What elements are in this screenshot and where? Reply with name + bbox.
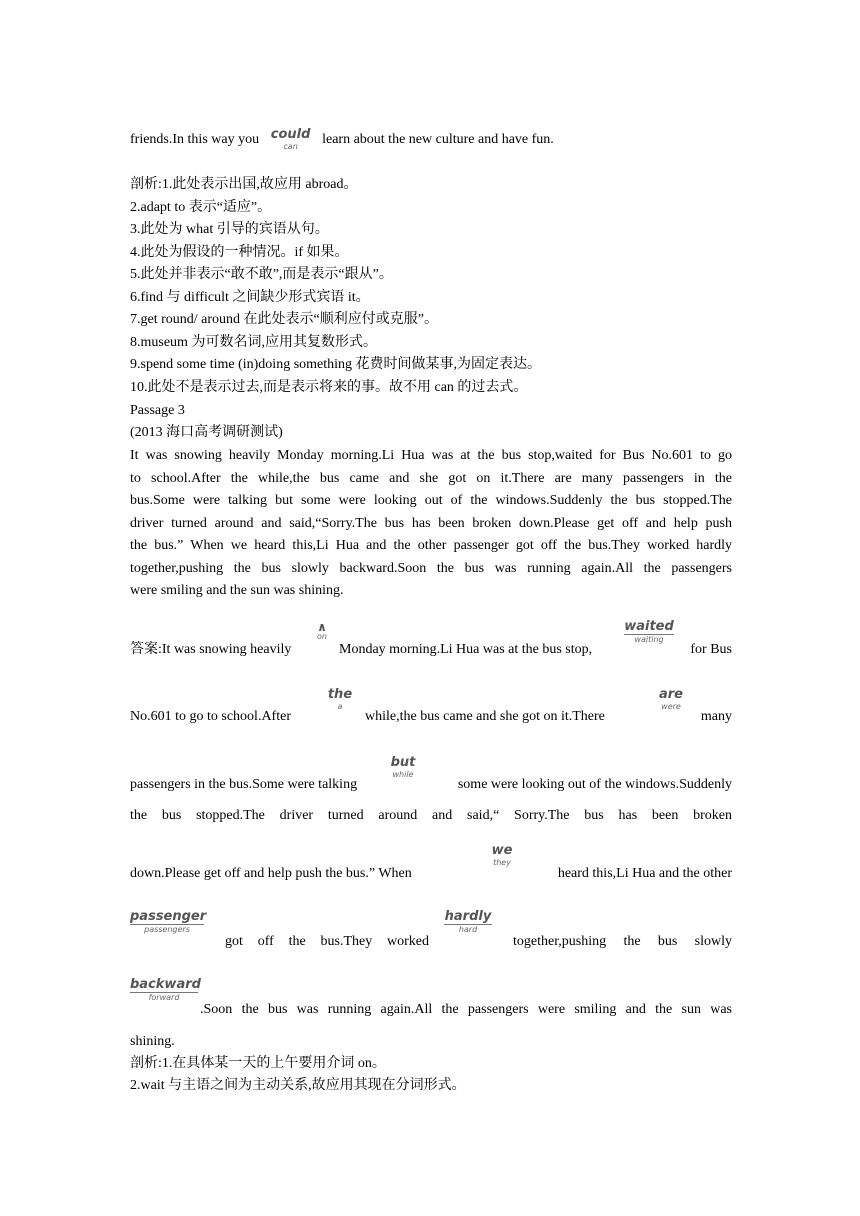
text: learn about the new culture and have fun.: [322, 132, 554, 147]
answer-line: down.Please get off and help push the bus.” When we they heard this,Li Hua and the other: [130, 843, 732, 881]
correction-mark: backward forward: [130, 977, 201, 1002]
correction-mark: passenger passengers: [130, 909, 207, 934]
analysis-line: 4.此处为假设的一种情况。if 如果。: [130, 245, 349, 260]
passage-source: (2013 海口高考调研测试): [130, 425, 283, 440]
correction-mark: the a: [327, 687, 353, 711]
correction-mark: could can: [270, 127, 311, 151]
answer-line: passenger passengers got off the bus.They worked hardly hard together,pushing the bus slowly: [130, 909, 732, 949]
analysis-line: 剖析:1.在具体某一天的上午要用介词 on。: [130, 1056, 386, 1071]
passage-title: Passage 3: [130, 403, 185, 418]
analysis-line: 10.此处不是表示过去,而是表示将来的事。故不用 can 的过去式。: [130, 380, 528, 395]
correction-mark: are were: [658, 687, 683, 711]
answer-line: No.601 to go to school.After the a while,the bus came and she got on it.There are were many: [130, 687, 732, 724]
analysis-line: 2.adapt to 表示“适应”。: [130, 200, 272, 215]
answer-line: passengers in the bus.Some were talking but while some were looking out of the windows.Suddenly: [130, 755, 732, 792]
passage-line: It was snowing heavily Monday morning.Li Hua was at the bus stop,waited for Bus No.601 to go: [130, 448, 732, 463]
answer-line: shining.: [130, 1034, 175, 1049]
analysis-line: 3.此处为 what 引导的宾语从句。: [130, 222, 329, 237]
correction-mark: hardly hard: [444, 909, 492, 934]
analysis-line: 剖析:1.此处表示出国,故应用 abroad。: [130, 177, 358, 192]
text: friends.In this way you: [130, 132, 260, 147]
passage-line: driver turned around and said,“Sorry.The bus has been broken down.Please get off and help push: [130, 516, 732, 531]
correction-mark: ∧ on: [317, 620, 327, 641]
analysis-line: 5.此处并非表示“敢不敢”,而是表示“跟从”。: [130, 267, 393, 282]
analysis-line: 9.spend some time (in)doing something 花费时间做某事,为固定表达。: [130, 357, 542, 372]
analysis-line: 2.wait 与主语之间为主动关系,故应用其现在分词形式。: [130, 1078, 466, 1093]
correction-mark: we they: [491, 843, 513, 867]
answer-line: the bus stopped.The driver turned around and said,“ Sorry.The bus has been broken: [130, 808, 732, 823]
passage-line: the bus.” When we heard this,Li Hua and the other passenger got off the bus.They worked hardly: [130, 538, 732, 553]
answer-line: 答案:It was snowing heavily ∧ on Monday morning.Li Hua was at the bus stop, waited waiting for Bus: [130, 619, 732, 657]
answer-line: backward forward .Soon the bus was running again.All the passengers were smiling and the sun was: [130, 977, 732, 1017]
passage-line: bus.Some were talking but some were looking out of the windows.Suddenly the bus stopped.The: [130, 493, 732, 508]
correction-mark: but while: [390, 755, 416, 779]
analysis-line: 8.museum 为可数名词,应用其复数形式。: [130, 335, 377, 350]
analysis-line: 6.find 与 difficult 之间缺少形式宾语 it。: [130, 290, 370, 305]
passage-line: to school.After the while,the bus came and she got on it.There are many passengers in the: [130, 471, 732, 486]
analysis-line: 7.get round/ around 在此处表示“顺利应付或克服”。: [130, 312, 438, 327]
passage2-last-line: [130, 126, 732, 150]
passage-line: together,pushing the bus slowly backward.Soon the bus was running again.All the passengers: [130, 561, 732, 576]
passage-line: were smiling and the sun was shining.: [130, 583, 344, 598]
correction-mark: waited waiting: [624, 619, 674, 644]
